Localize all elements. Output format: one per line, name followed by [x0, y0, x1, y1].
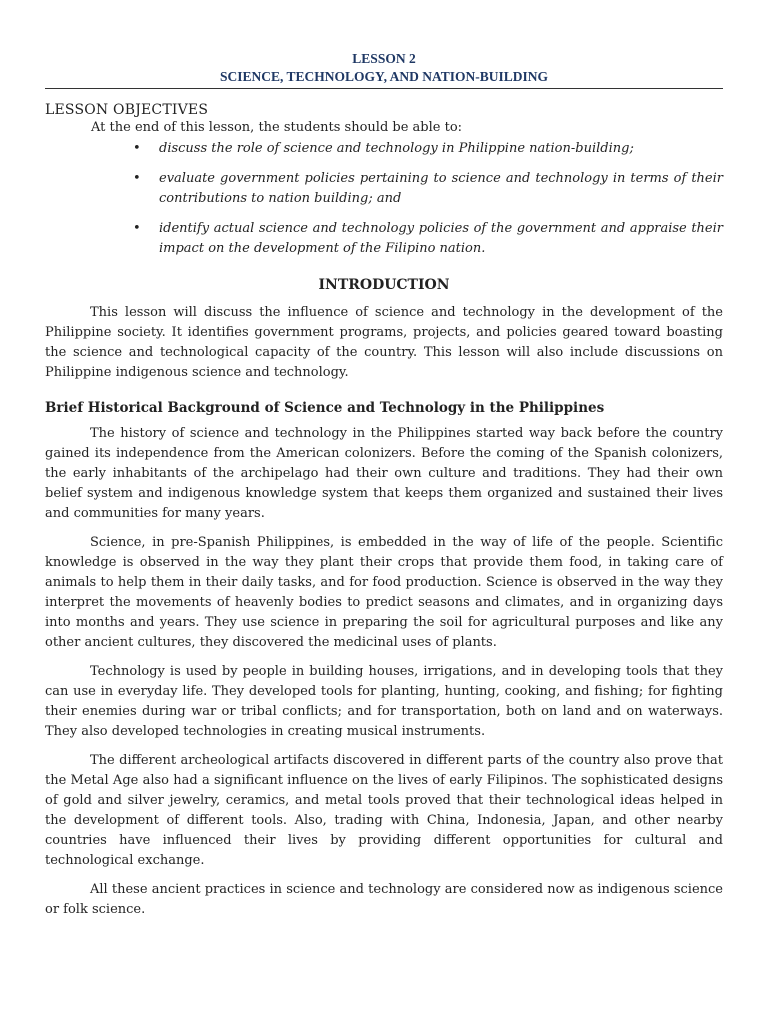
bullet-icon: •: [133, 221, 141, 236]
objective-item: [45, 219, 723, 259]
history-paragraph: Science, in pre-Spanish Philippines, is embedded in the way of life of the people. Scientific knowledge is observed in the way they plant their crops that provide them food, in taking care of animals to help them in their daily tasks, and for food production. Science is observed in the way they interpret the movements of heavenly bodies to predict seasons and climates, and in organizing days into months and years. They use science in preparing the soil for agricultural purposes and like any other ancient cultures, they discovered the medicinal uses of plants.: [45, 535, 723, 650]
history-paragraph: The different archeological artifacts discovered in different parts of the country also prove that the Metal Age also had a significant influence on the lives of early Filipinos. The sophisticated designs of gold and silver jewelry, ceramics, and metal tools proved that their technological ideas helped in the development of different tools. Also, trading with China, Indonesia, Japan, and other nearby countries have influenced their lives by providing different opportunities for cultural and technological exchange.: [45, 753, 723, 868]
objectives-intro: At the end of this lesson, the students should be able to:: [91, 120, 463, 135]
title-divider: [45, 88, 723, 89]
bullet-icon: •: [133, 171, 141, 186]
objective-text: identify actual science and technology policies of the government and appraise their impact on the development of the Filipino nation.: [159, 221, 723, 256]
introduction-paragraph: This lesson will discuss the influence of science and technology in the development of the Philippine society. It identifies government programs, projects, and policies geared toward boasting the science and technological capacity of the country. This lesson will also include discussions on Philippine indigenous science and technology.: [45, 305, 723, 380]
history-paragraph: All these ancient practices in science and technology are considered now as indigenous science or folk science.: [45, 882, 723, 917]
objective-item: [45, 139, 723, 159]
objective-item: [45, 169, 723, 209]
objective-text: discuss the role of science and technology in Philippine nation-building;: [159, 141, 634, 156]
document-page: [45, 50, 723, 929]
history-paragraph: The history of science and technology in the Philippines started way back before the country gained its independence from the American colonizers. Before the coming of the Spanish colonizers, the early inhabitants of the archipelago had their own culture and traditions. They had their own belief system and indigenous knowledge system that keeps them organized and sustained their lives and communities for many years.: [45, 426, 723, 521]
introduction-heading: INTRODUCTION: [318, 277, 450, 293]
bullet-icon: •: [133, 141, 141, 156]
objective-text: evaluate government policies pertaining to science and technology in terms of their contributions to nation building; and: [159, 171, 723, 206]
objectives-list: [45, 139, 723, 259]
history-heading: Brief Historical Background of Science and Technology in the Philippines: [45, 400, 605, 416]
lesson-number: LESSON 2: [352, 51, 416, 66]
lesson-title: SCIENCE, TECHNOLOGY, AND NATION-BUILDING: [220, 69, 548, 84]
history-paragraph: Technology is used by people in building houses, irrigations, and in developing tools that they can use in everyday life. They developed tools for planting, hunting, cooking, and fishing; for fighting their enemies during war or tribal conflicts; and for transportation, both on land and on waterways. They also developed technologies in creating musical instruments.: [45, 664, 723, 739]
objectives-heading: LESSON OBJECTIVES: [45, 102, 209, 118]
